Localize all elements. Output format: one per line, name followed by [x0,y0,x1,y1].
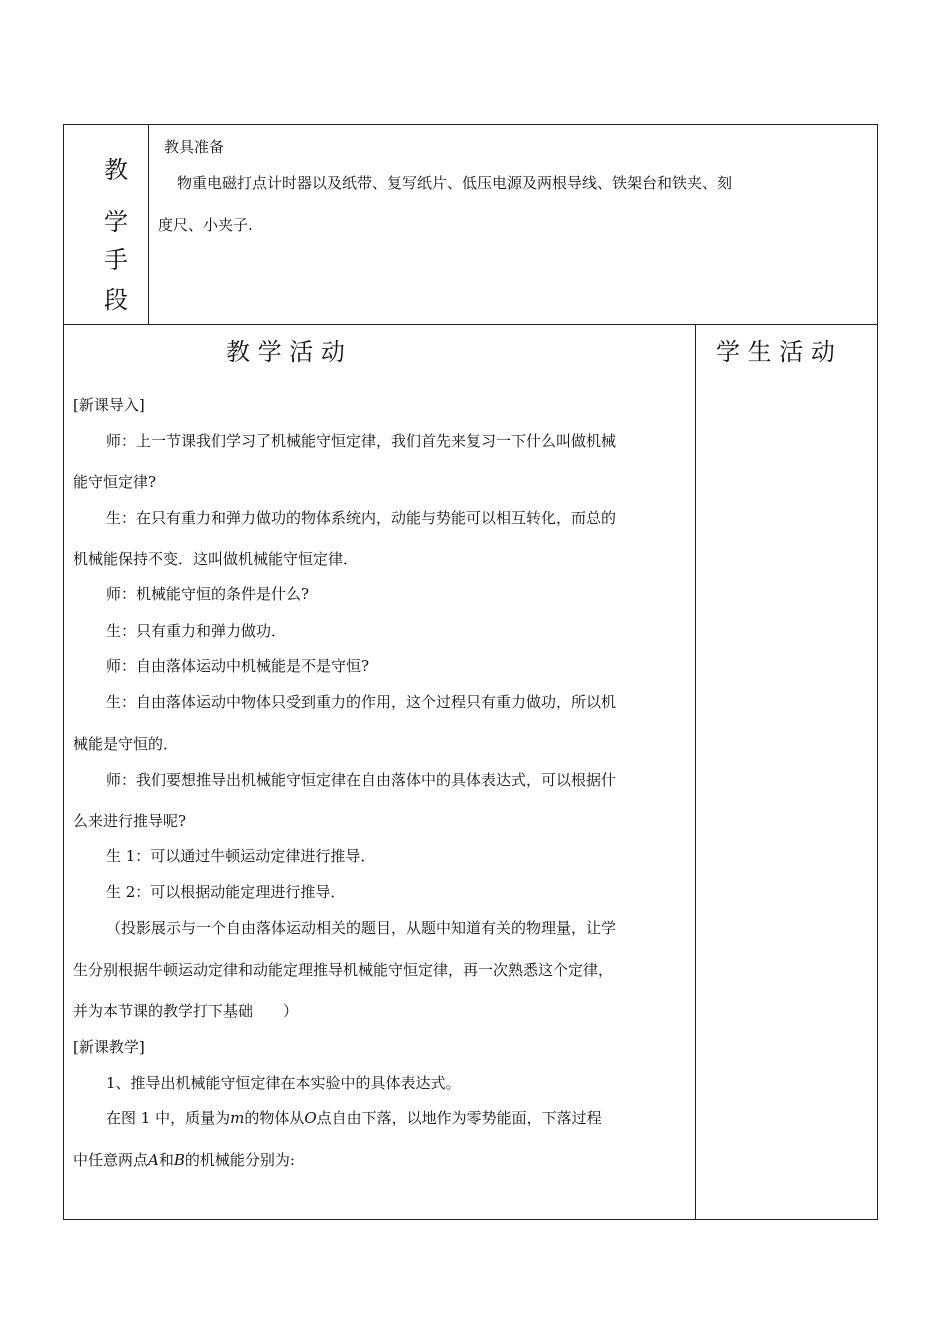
text-line: 能守恒定律? [73,473,157,491]
text-line: 么来进行推导呢? [73,812,187,830]
text-line: 生 2：可以根据动能定理进行推导． [106,883,346,901]
figure-description-line [73,1151,295,1169]
text-line: 师：上一节课我们学习了机械能守恒定律，我们首先来复习一下什么叫做机械 [106,432,617,450]
table-border-top [63,124,878,125]
variable-B: B [173,1151,185,1169]
text-line: 生 1：可以通过牛顿运动定律进行推导． [106,847,376,865]
text-run: 和 [158,1151,174,1169]
side-label-divider [148,124,149,325]
text-run: 的物体从 [244,1109,305,1127]
variable-m: m [230,1109,245,1127]
text-line: 生：只有重力和弹力做功． [106,622,287,640]
text-run: 的机械能分别为: [184,1151,295,1169]
student-activity-content [696,380,877,1219]
text-line: 生：在只有重力和弹力做功的物体系统内，动能与势能可以相互转化，而总的 [106,509,617,527]
side-char: 教 [104,156,128,184]
side-char: 段 [104,286,128,314]
equipment-line: 度尺、小夹子. [158,216,253,234]
text-line: 生：自由落体运动中物体只受到重力的作用，这个过程只有重力做功，所以机 [106,693,617,711]
side-char: 手 [104,246,128,274]
text-line: 1、推导出机械能守恒定律在本实验中的具体表达式。 [106,1074,461,1092]
text-line: [新课导入] [73,396,145,414]
text-line: （投影展示与一个自由落体运动相关的题目，从题中知道有关的物理量，让学 [106,919,617,937]
student-activity-header: 学 生 活 动 [716,338,835,366]
figure-description-line [106,1109,602,1127]
equipment-heading: 教具准备 [164,138,225,156]
table-border-left [63,124,64,1220]
table-border-bottom [63,1219,878,1220]
equipment-line: 物重电磁打点计时器以及纸带、复写纸片、低压电源及两根导线、铁架台和铁夹、刻 [177,174,733,192]
text-line: 师：我们要想推导出机械能守恒定律在自由落体中的具体表达式，可以根据什 [106,771,617,789]
table-border-right [877,124,878,1220]
text-line: 械能是守恒的． [73,735,179,753]
text-run: 点自由下落，以地作为零势能面，下落过程 [316,1109,602,1127]
variable-A: A [148,1151,159,1169]
variable-O: O [304,1109,317,1127]
text-line: [新课教学] [73,1038,145,1056]
text-line: 师：自由落体运动中机械能是不是守恒? [106,657,370,675]
section-divider [63,324,878,325]
text-run: 中任意两点 [73,1151,149,1169]
teacher-activity-header: 教 学 活 动 [226,338,345,366]
text-line: 生分别根据牛顿运动定律和动能定理推导机械能守恒定律，再一次熟悉这个定律， [73,961,614,979]
text-line: 师：机械能守恒的条件是什么? [106,585,310,603]
text-run: 在图 1 中，质量为 [106,1109,231,1127]
text-line: 并为本节课的教学打下基础 ） [73,1002,299,1020]
text-line: 机械能保持不变．这叫做机械能守恒定律． [73,550,359,568]
side-char: 学 [104,208,128,236]
